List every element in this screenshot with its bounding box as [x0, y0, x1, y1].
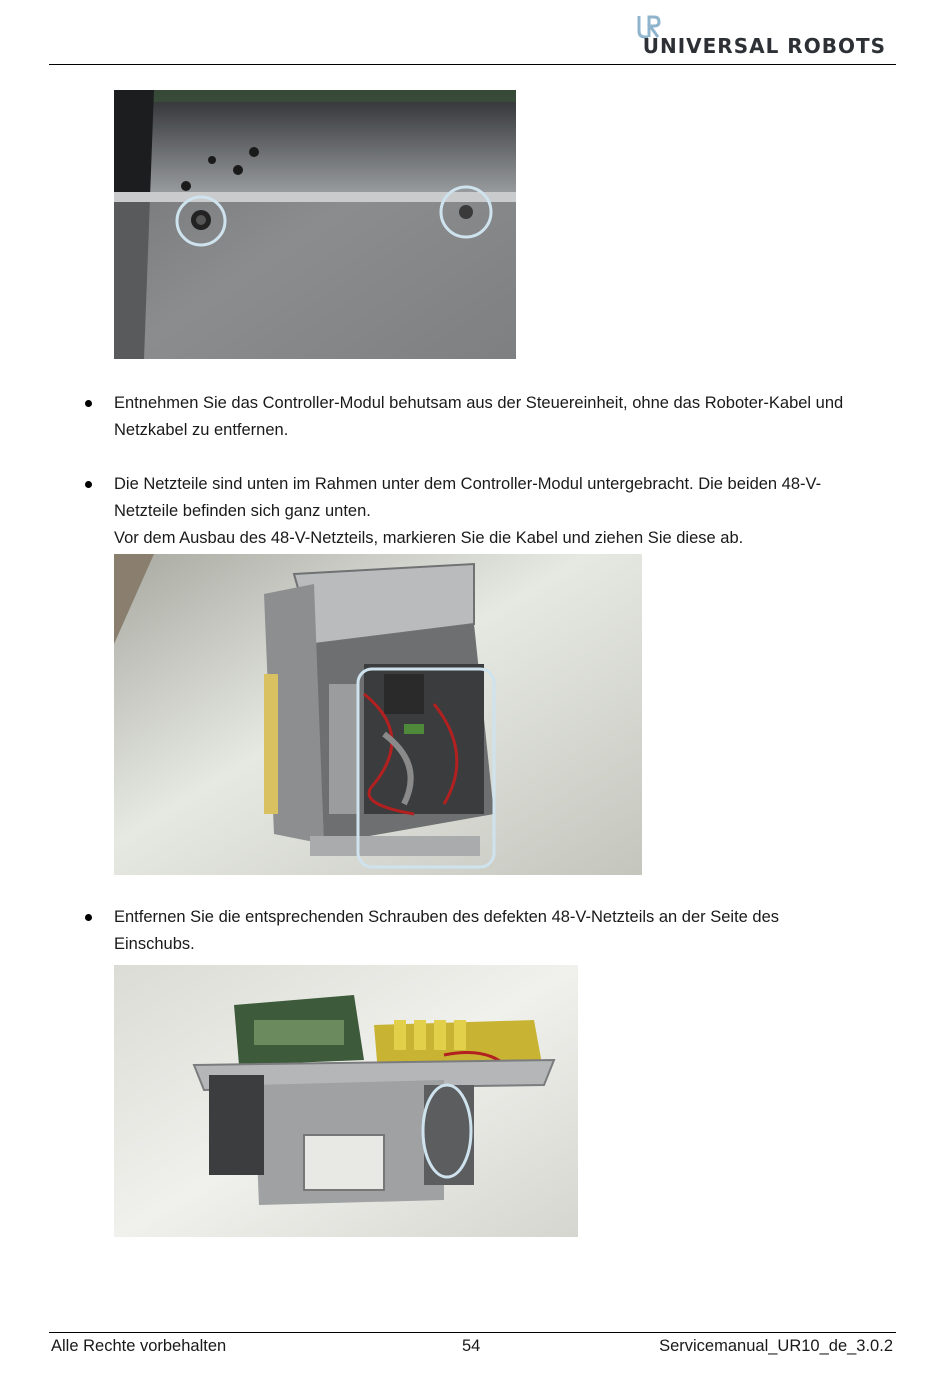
photo-controller-screws: [114, 90, 516, 359]
bullet-text: [114, 471, 898, 552]
photo-power-supply-frame: [114, 554, 642, 875]
bullet-icon: [85, 400, 92, 407]
bullet-text: [114, 904, 898, 958]
footer-divider: [49, 1332, 896, 1333]
bullet-line: Entnehmen Sie das Controller-Modul behutsam aus der Steuereinheit, ohne das Roboter-Kabel und: [114, 394, 844, 412]
bullet-line: Netzteile befinden sich ganz unten.: [114, 502, 371, 520]
footer-page-number: 54: [462, 1337, 481, 1355]
bullet-icon: [85, 914, 92, 921]
bullet-item: [82, 390, 898, 444]
bullet-line: Entfernen Sie die entsprechenden Schrauben des defekten 48-V-Netzteils an der Seite des: [114, 908, 780, 926]
footer-rights: Alle Rechte vorbehalten: [51, 1337, 227, 1355]
photo-insert-side-screws: [114, 965, 578, 1237]
logo-wordmark: UNIVERSAL ROBOTS: [642, 34, 886, 58]
bullet-item: [82, 904, 898, 958]
bullet-line: Vor dem Ausbau des 48-V-Netzteils, markieren Sie die Kabel und ziehen Sie diese ab.: [114, 529, 744, 547]
header-divider: [49, 64, 896, 65]
bullet-line: Einschubs.: [114, 935, 195, 953]
universal-robots-logo: [636, 14, 886, 58]
bullet-icon: [85, 481, 92, 488]
bullet-line: Die Netzteile sind unten im Rahmen unter dem Controller-Modul untergebracht. Die beiden 48-V-: [114, 475, 822, 493]
bullet-line: Netzkabel zu entfernen.: [114, 421, 289, 439]
bullet-text: [114, 390, 898, 444]
footer-document-id: Servicemanual_UR10_de_3.0.2: [659, 1337, 893, 1355]
bullet-item: [82, 471, 898, 552]
